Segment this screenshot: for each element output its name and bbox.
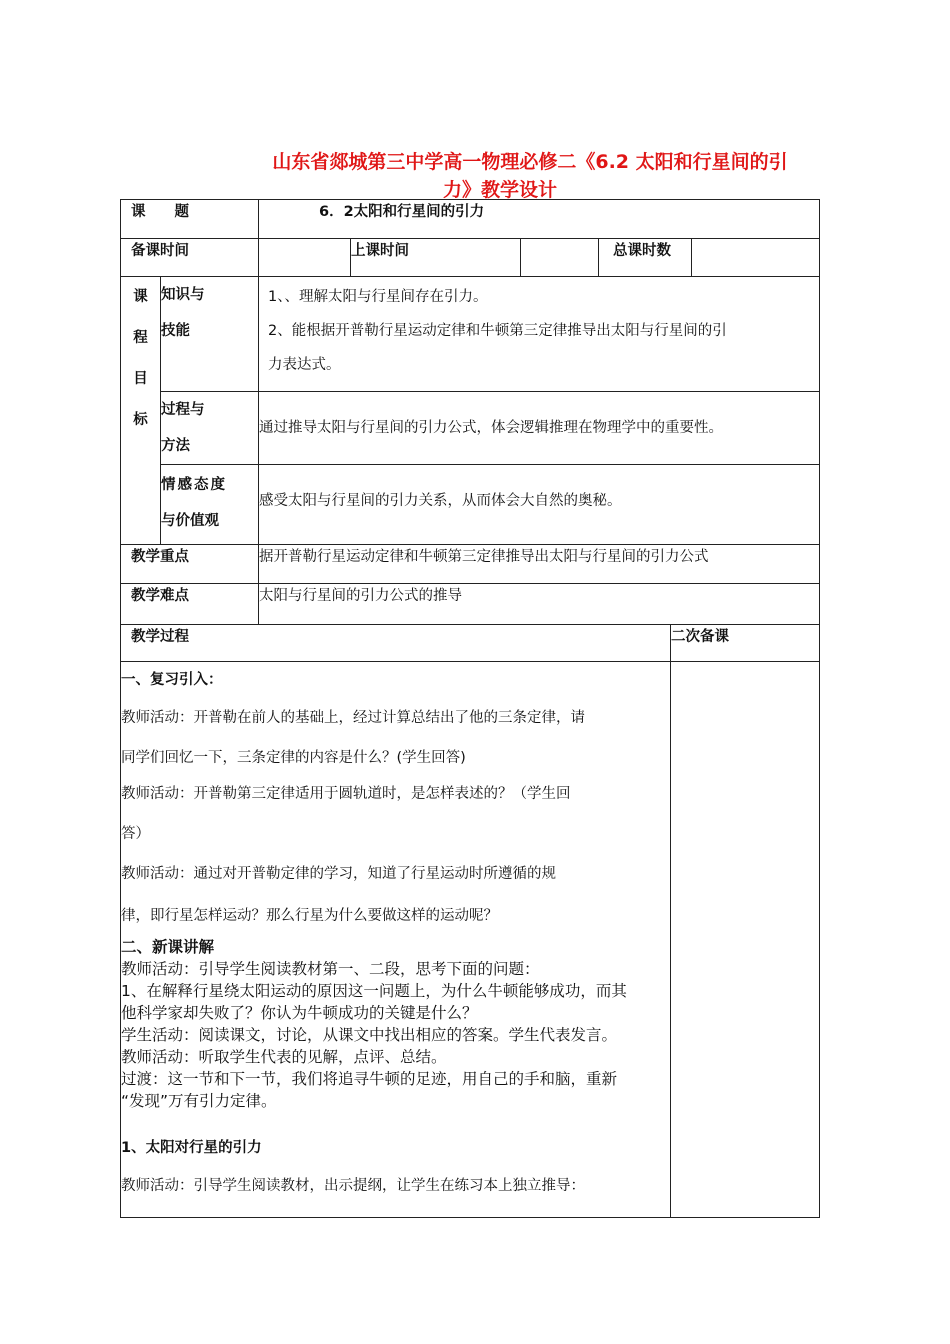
difficulty-label: 教学难点	[121, 584, 259, 625]
class-time-label: 上课时间	[351, 239, 521, 277]
paragraph: “发现”万有引力定律。	[121, 1092, 277, 1110]
document-title	[140, 148, 860, 204]
prep-time-label: 备课时间	[121, 239, 259, 277]
title-line-1: 山东省郯城第三中学高一物理必修二《6.2 太阳和行星间的引	[272, 151, 788, 173]
paragraph: 教师活动：开普勒在前人的基础上，经过计算总结出了他的三条定律，请	[121, 710, 585, 726]
paragraph: 他科学家却失败了？你认为牛顿成功的关键是什么？	[121, 1004, 478, 1022]
key-point-value: 据开普勒行星运动定律和牛顿第三定律推导出太阳与行星间的引力公式	[259, 545, 820, 584]
section-sun-force-heading: 1、太阳对行星的引力	[121, 1140, 262, 1156]
lesson-plan-table	[120, 199, 820, 1218]
second-prep-content	[671, 662, 820, 1218]
paragraph: 教师活动：引导学生阅读教材第一、二段，思考下面的问题：	[121, 960, 540, 978]
key-point-label: 教学重点	[121, 545, 259, 584]
process-label: 教学过程	[121, 625, 671, 662]
topic-value: 6．2太阳和行星间的引力	[259, 200, 820, 239]
goal-knowledge-content: 1、、理解太阳与行星间存在引力。 2、能根据开普勒行星运动定律和牛顿第三定律推导出太阳与行星间的引 力表达式。	[259, 277, 820, 392]
new-lesson-block	[121, 936, 670, 1112]
paragraph: 1、在解释行星绕太阳运动的原因这一问题上，为什么牛顿能够成功，而其	[121, 982, 627, 1000]
goals-label: 课 程 目 标	[121, 277, 161, 545]
section-review-heading: 一、复习引入：	[121, 672, 223, 688]
paragraph: 答）	[121, 826, 150, 842]
goal-attitude-label: 情感态度 与价值观	[161, 465, 259, 545]
total-hours-value	[692, 239, 820, 277]
paragraph: 同学们回忆一下，三条定律的内容是什么？(学生回答)	[121, 750, 466, 766]
goal-process-content: 通过推导太阳与行星间的引力公式，体会逻辑推理在物理学中的重要性。	[259, 392, 820, 465]
total-hours-label: 总课时数	[599, 239, 692, 277]
class-time-value	[521, 239, 599, 277]
process-content	[121, 662, 671, 1218]
paragraph: 学生活动：阅读课文，讨论，从课文中找出相应的答案。学生代表发言。	[121, 1026, 618, 1044]
topic-label: 课 题	[121, 200, 259, 239]
prep-time-value	[259, 239, 351, 277]
title-line-2: 力》教学设计	[442, 179, 557, 201]
second-prep-label: 二次备课	[671, 625, 820, 662]
paragraph: 教师活动：开普勒第三定律适用于圆轨道时，是怎样表述的？（学生回	[121, 786, 571, 802]
goal-attitude-content: 感受太阳与行星间的引力关系，从而体会大自然的奥秘。	[259, 465, 820, 545]
paragraph: 教师活动：听取学生代表的见解，点评、总结。	[121, 1048, 447, 1066]
paragraph: 律，即行星怎样运动？那么行星为什么要做这样的运动呢？	[121, 908, 498, 924]
difficulty-value: 太阳与行星间的引力公式的推导	[259, 584, 820, 625]
goal-process-label: 过程与 方法	[161, 392, 259, 465]
paragraph: 教师活动：引导学生阅读教材，出示提纲，让学生在练习本上独立推导：	[121, 1178, 585, 1194]
goal-knowledge-label: 知识与 技能	[161, 277, 259, 392]
section-new-lesson-heading: 二、新课讲解	[121, 938, 215, 956]
paragraph: 教师活动：通过对开普勒定律的学习，知道了行星运动时所遵循的规	[121, 866, 556, 882]
paragraph: 过渡：这一节和下一节，我们将追寻牛顿的足迹，用自己的手和脑，重新	[121, 1070, 618, 1088]
